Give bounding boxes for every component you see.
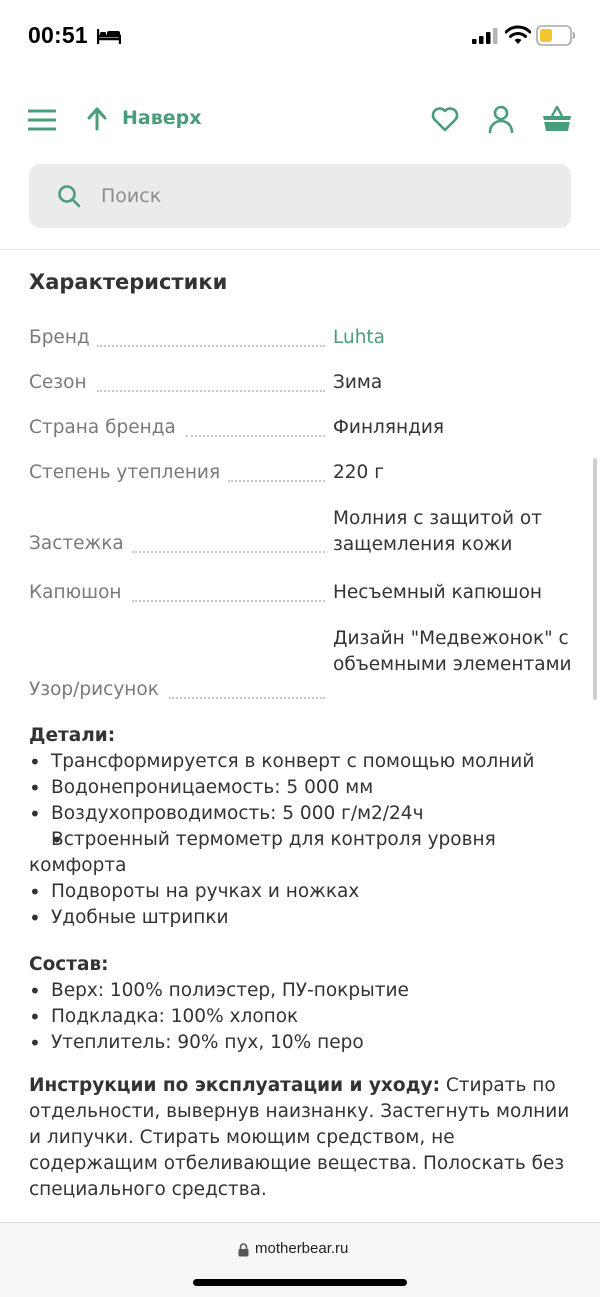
- spec-label: Бренд: [29, 327, 90, 348]
- details-title: Детали:: [29, 725, 116, 746]
- spec-dots: [228, 480, 325, 482]
- spec-value: Зима: [333, 372, 383, 393]
- status-bar: [0, 0, 600, 72]
- composition-title: Состав:: [29, 954, 109, 975]
- spec-value: Финляндия: [333, 417, 445, 438]
- brand-link[interactable]: Luhta: [333, 327, 386, 348]
- list-item: • Воздухопроводимость: 5 000 г/м2/24ч: [29, 801, 574, 827]
- list-item: • Подкладка: 100% хлопок: [29, 1004, 574, 1030]
- wifi-icon: [505, 25, 531, 45]
- spec-dots: [132, 600, 325, 602]
- search-bar[interactable]: [29, 164, 571, 228]
- spec-dots: [132, 551, 325, 553]
- list-item: • Трансформируется в конверт с помощью молний: [29, 749, 574, 775]
- details-list: [29, 749, 574, 931]
- search-input[interactable]: [101, 164, 541, 228]
- heart-icon[interactable]: [431, 106, 459, 132]
- details-section: [29, 723, 574, 931]
- characteristics-title: Характеристики: [29, 270, 228, 294]
- list-item: • Водонепроницаемость: 5 000 мм: [29, 775, 574, 801]
- list-item: • Подвороты на ручках и ножках: [29, 879, 574, 905]
- spec-label: Узор/рисунок: [29, 679, 159, 700]
- spec-label: Застежка: [29, 533, 124, 554]
- spec-label: Сезон: [29, 372, 87, 393]
- basket-icon[interactable]: [542, 105, 572, 133]
- spec-value: 220 г: [333, 462, 384, 483]
- header-divider: [0, 249, 600, 250]
- composition-list: [29, 978, 574, 1056]
- search-icon: [57, 184, 81, 208]
- home-indicator[interactable]: [193, 1279, 407, 1286]
- spec-dots: [97, 345, 325, 347]
- spec-label: Страна бренда: [29, 417, 176, 438]
- list-item: • Верх: 100% полиэстер, ПУ-покрытие: [29, 978, 574, 1004]
- spec-dots: [186, 435, 325, 437]
- care-instructions: [29, 1073, 574, 1203]
- spec-label: Степень утепления: [29, 462, 221, 483]
- scrollbar[interactable]: [593, 458, 597, 700]
- care-instructions-title: Инструкции по эксплуатации и уходу:: [29, 1075, 440, 1096]
- spec-value: Несъемный капюшон: [333, 582, 543, 603]
- cellular-signal-icon: [472, 28, 498, 44]
- site-header: [0, 96, 600, 144]
- list-item: • Удобные штрипки: [29, 905, 574, 931]
- sleep-mode-icon: [97, 27, 121, 45]
- hamburger-menu-icon[interactable]: [28, 108, 56, 132]
- user-icon[interactable]: [488, 105, 514, 133]
- arrow-up-icon[interactable]: [86, 107, 108, 131]
- status-time: 00:51: [28, 22, 88, 48]
- url-text[interactable]: motherbear.ru: [255, 1240, 349, 1257]
- list-item: • Встроенный термометр для контроля уровня комфорта: [29, 827, 574, 879]
- care-instructions-text: Стирать по отдельности, вывернув наизнанку. Застегнуть молнии и липучки. Стирать моющим средством, не содержащим отбеливающие вещества. Полоскать без специального средства.: [29, 1075, 570, 1200]
- scroll-to-top-link[interactable]: Наверх: [122, 107, 202, 129]
- list-item: • Утеплитель: 90% пух, 10% перо: [29, 1030, 574, 1056]
- battery-icon: [536, 25, 576, 46]
- spec-dots: [169, 697, 325, 699]
- spec-value: Молния с защитой от защемления кожи: [333, 508, 543, 555]
- spec-dots: [97, 390, 325, 392]
- spec-label: Капюшон: [29, 582, 122, 603]
- browser-address-bar[interactable]: [0, 1222, 600, 1297]
- spec-value: Дизайн "Медвежонок" с объемными элементами: [333, 628, 572, 675]
- lock-icon: [238, 1243, 249, 1257]
- composition-section: [29, 952, 574, 1056]
